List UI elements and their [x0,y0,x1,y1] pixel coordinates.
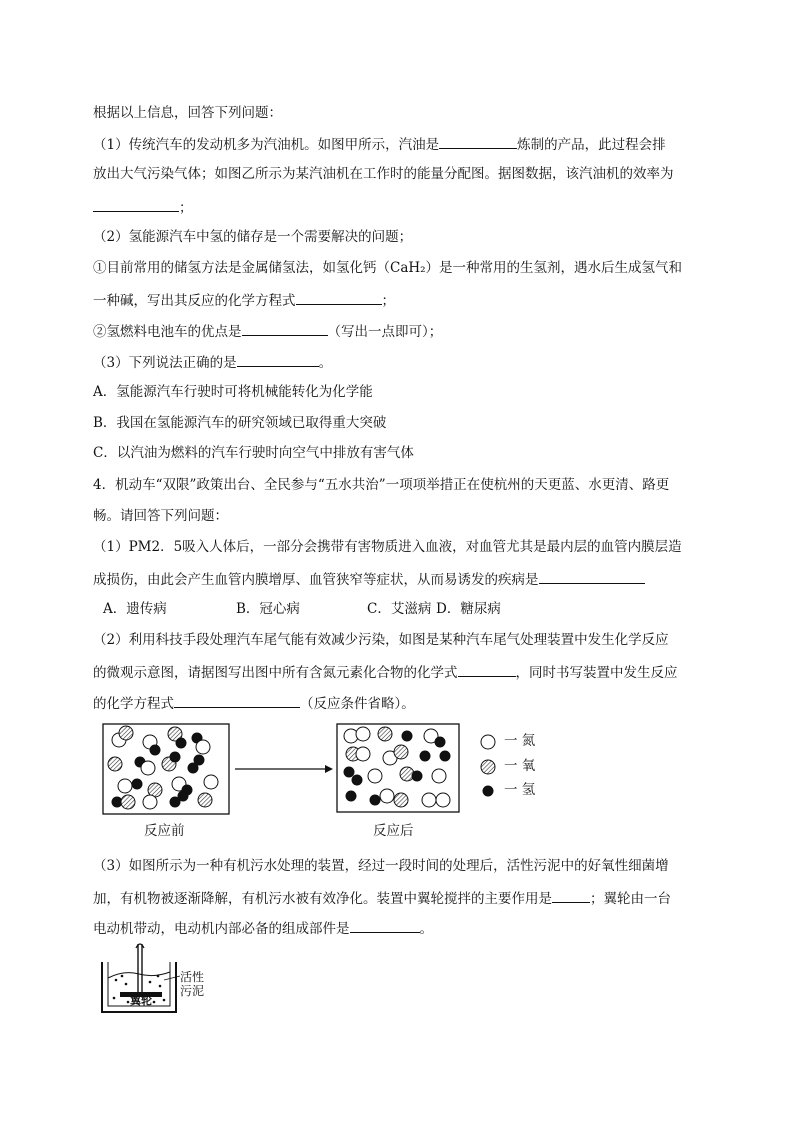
q4-part1-text: 成损伤，由此会产生血管内膜增厚、血管狭窄等症状，从而易诱发的疾病是 [93,572,539,588]
q3-part1-end: ； [179,200,193,216]
q4-option-a[interactable]: A．遗传病 [103,601,167,617]
q4-option-d[interactable]: D．糖尿病 [436,601,501,617]
q4-part2-text-a: 的微观示意图，请据图写出图中所有含氮元素化合物的化学式 [93,665,458,681]
q3-part1-line2: 放出大气污染气体；如图乙所示为某汽油机在工作时的能量分配图。据图数据，该汽油机的效率为 [93,166,674,182]
q4-option-b[interactable]: B．冠心病 [236,601,300,617]
answer-blank-disease[interactable] [539,569,645,584]
q3-part3-line [93,352,332,372]
q4-part3-text-d: 。 [419,921,433,937]
answer-blank-efficiency[interactable] [93,197,179,212]
legend-oxygen-label: 一 氧 [504,758,536,774]
q3-part2-2-text: ②氢燃料电池车的优点是 [93,324,242,340]
caption-after: 反应后 [373,823,414,839]
q4-part3-text-b: ；翼轮由一台 [590,891,671,907]
q3-part2-heading: （2）氢能源汽车中氢的储存是一个需要解决的问题； [93,229,413,245]
q3-part2-2-line [93,321,442,341]
answer-blank-motor-component[interactable] [350,918,420,933]
intro-text: 根据以上信息，回答下列问题： [93,105,282,121]
q4-part2-text-c: 的化学方程式 [93,696,174,712]
device-label-active: 活性 [180,970,205,984]
device-label-impeller: 翼轮 [130,994,152,1007]
q3-part2-1-line1: ①目前常用的储氢方法是金属储氢法，如氢化钙（CaH₂）是一种常用的生氢剂，遇水后生成氢气和 [93,260,683,276]
answer-blank-correct-statement[interactable] [237,352,319,367]
before-molecules [108,726,218,809]
reaction-diagram [95,720,555,820]
motor-hook-icon [136,944,144,948]
q4-part3-line1: （3）如图所示为一种有机污水处理的装置，经过一段时间的处理后，活性污泥中的好氧性细菌增 [93,858,669,874]
q3-option-c[interactable]: C．以汽油为燃料的汽车行驶时向空气中排放有害气体 [93,445,414,461]
q4-part1-line2 [93,569,645,589]
answer-blank-equation[interactable] [296,290,382,305]
q4-option-c[interactable]: C．艾滋病 [367,601,432,617]
answer-blank-oil-source[interactable] [439,134,517,149]
q4-part3-line3 [93,918,433,938]
q3-option-a[interactable]: A．氢能源汽车行驶时可将机械能转化为化学能 [93,384,373,400]
legend-nitrogen-symbol [481,735,495,749]
q3-part1-line3 [93,197,193,217]
q4-part2-line3 [93,693,415,713]
legend-nitrogen-label: 一 氮 [504,733,536,749]
legend-oxygen-symbol [481,760,495,774]
q3-part3-end: 。 [318,355,333,371]
q3-part1-line1 [93,134,666,154]
after-molecules [344,727,450,807]
q3-part2-1-end: ； [381,293,395,309]
answer-blank-impeller-function[interactable] [552,888,590,903]
q3-part1-text-a: （1）传统汽车的发动机多为汽油机。如图甲所示，汽油是 [93,137,440,153]
answer-blank-advantage[interactable] [242,321,328,336]
q4-part2-line2 [93,662,678,682]
device-label-sludge: 污泥 [180,984,205,998]
legend-hydrogen-symbol [483,786,493,796]
q4-part3-text-a: 加，有机物被逐渐降解，有机污水被有效净化。装置中翼轮搅拌的主要作用是 [93,891,552,907]
q4-part2-text-b: ，同时书写装置中发生反应 [515,665,678,681]
q3-part2-1-line2 [93,290,395,310]
q4-part2-text-d: （反应条件省略）。 [300,696,415,712]
q3-part1-text-b: 炼制的产品，此过程会排 [517,137,666,153]
q3-part2-1-text: 一种碱，写出其反应的化学方程式 [93,293,296,309]
q3-part3-text: （3）下列说法正确的是 [93,355,237,371]
q3-option-b[interactable]: B．我国在氢能源汽车的研究领域已取得重大突破 [93,415,387,431]
legend-hydrogen-label: 一 氢 [504,782,536,798]
q4-part1-line1: （1）PM2．5吸入人体后，一部分会携带有害物质进入血液，对血管尤其是最内层的血管内膜层造 [93,539,682,555]
q4-part3-text-c: 电动机带动，电动机内部必备的组成部件是 [93,921,350,937]
caption-before: 反应前 [144,823,185,839]
answer-blank-nitrogen-compounds[interactable] [458,662,516,677]
q3-part2-2-end: （写出一点即可）； [327,324,443,340]
q4-part3-line2 [93,888,671,908]
q4-title-line1: 4．机动车“双限”政策出台、全民参与“五水共治”一项项举措正在使杭州的天更蓝、水更清、路更 [93,477,670,493]
q4-title-line2: 畅。请回答下列问题： [93,508,228,524]
q4-part2-line1: （2）利用科技手段处理汽车尾气能有效减少污染，如图是某种汽车尾气处理装置中发生化学反应 [93,632,669,648]
answer-blank-reaction-equation[interactable] [174,693,300,708]
